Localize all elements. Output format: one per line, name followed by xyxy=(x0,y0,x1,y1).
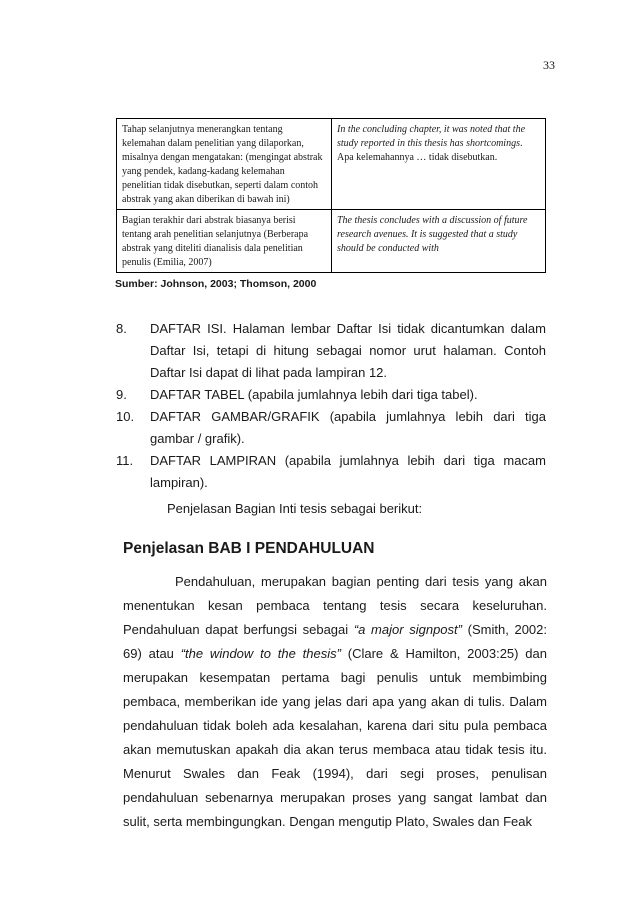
list-item xyxy=(116,318,546,384)
list-item xyxy=(116,384,546,406)
table-row xyxy=(117,210,546,273)
list-item-text: DAFTAR ISI. Halaman lembar Daftar Isi tidak dicantumkan dalam Daftar Isi, tetapi di hitung sebagai nomor urut halaman. Contoh Daftar Isi dapat di lihat pada lampiran 12. xyxy=(150,321,546,380)
example-comment: . Apa kelemahannya … tidak disebutkan. xyxy=(337,138,523,163)
example-text: The thesis concludes with a discussion of future research avenues. It is suggested that a study should be conducted with xyxy=(337,215,528,254)
list-item-text: DAFTAR LAMPIRAN (apabila jumlahnya lebih dari tiga macam lampiran). xyxy=(150,453,546,490)
page-number: 33 xyxy=(543,58,555,72)
body-paragraph xyxy=(123,570,547,834)
list-item-text: DAFTAR GAMBAR/GRAFIK (apabila jumlahnya lebih dari tiga gambar / grafik). xyxy=(150,409,546,446)
table-source-note: Sumber: Johnson, 2003; Thomson, 2000 xyxy=(115,278,317,290)
paragraph-text: (Clare & Hamilton, 2003:25) dan merupakan kesempatan pertama bagi penulis untuk membimbing pembaca, memberikan ide yang jelas dari apa yang akan di tulis. Dalam pendahuluan tidak boleh ada kesalahan, karena dari situ pula pembaca akan memutuskan apakah dia akan terus membaca atau tidak tesis itu. Menurut Swales dan Feak (1994), dari segi proses, penulisan pendahuluan sebenarnya merupakan proses yang sangat lambat dan sulit, serta membingungkan. Dengan mengutip Plato, Swales dan Feak xyxy=(123,646,547,829)
section-heading: Penjelasan BAB I PENDAHULUAN xyxy=(123,540,375,557)
example-text: In the concluding chapter, it was noted that the study reported in this thesis has shortcomings xyxy=(337,124,526,149)
quote-window: “the window to the thesis” xyxy=(180,646,341,661)
list-item-number: 10. xyxy=(116,409,135,424)
table-row xyxy=(117,119,546,210)
abstract-example-table xyxy=(116,118,546,273)
list-item xyxy=(116,450,546,494)
front-matter-list xyxy=(116,318,546,494)
core-section-intro: Penjelasan Bagian Inti tesis sebagai berikut: xyxy=(167,501,423,516)
list-item-number: 11. xyxy=(116,453,134,468)
list-item-text: DAFTAR TABEL (apabila jumlahnya lebih dari tiga tabel). xyxy=(150,387,478,402)
table-cell-description: Tahap selanjutnya menerangkan tentang kelemahan dalam penelitian yang dilaporkan, misalnya dengan mengatakan: (mengingat abstrak yang pendek, kadang-kadang kelemahan penelitian tidak disebutkan, seperti dalam contoh abstrak yang akan diberikan di bawah ini) xyxy=(117,119,332,210)
table-cell-example xyxy=(332,119,546,210)
paragraph-text: (Smith, 2002: 69) atau xyxy=(123,622,547,661)
table-cell-example xyxy=(332,210,546,273)
list-item-number: 8. xyxy=(116,321,127,336)
paragraph-text: Pendahuluan, merupakan bagian penting dari tesis yang akan menentukan kesan pembaca tentang tesis secara keseluruhan. Pendahuluan dapat berfungsi sebagai xyxy=(123,574,547,637)
table-cell-description: Bagian terakhir dari abstrak biasanya berisi tentang arah penelitian selanjutnya (Berberapa abstrak yang diteliti dianalisis dala penelitian penulis (Emilia, 2007) xyxy=(117,210,332,273)
list-item-number: 9. xyxy=(116,387,127,402)
list-item xyxy=(116,406,546,450)
quote-signpost: “a major signpost” xyxy=(353,622,462,637)
